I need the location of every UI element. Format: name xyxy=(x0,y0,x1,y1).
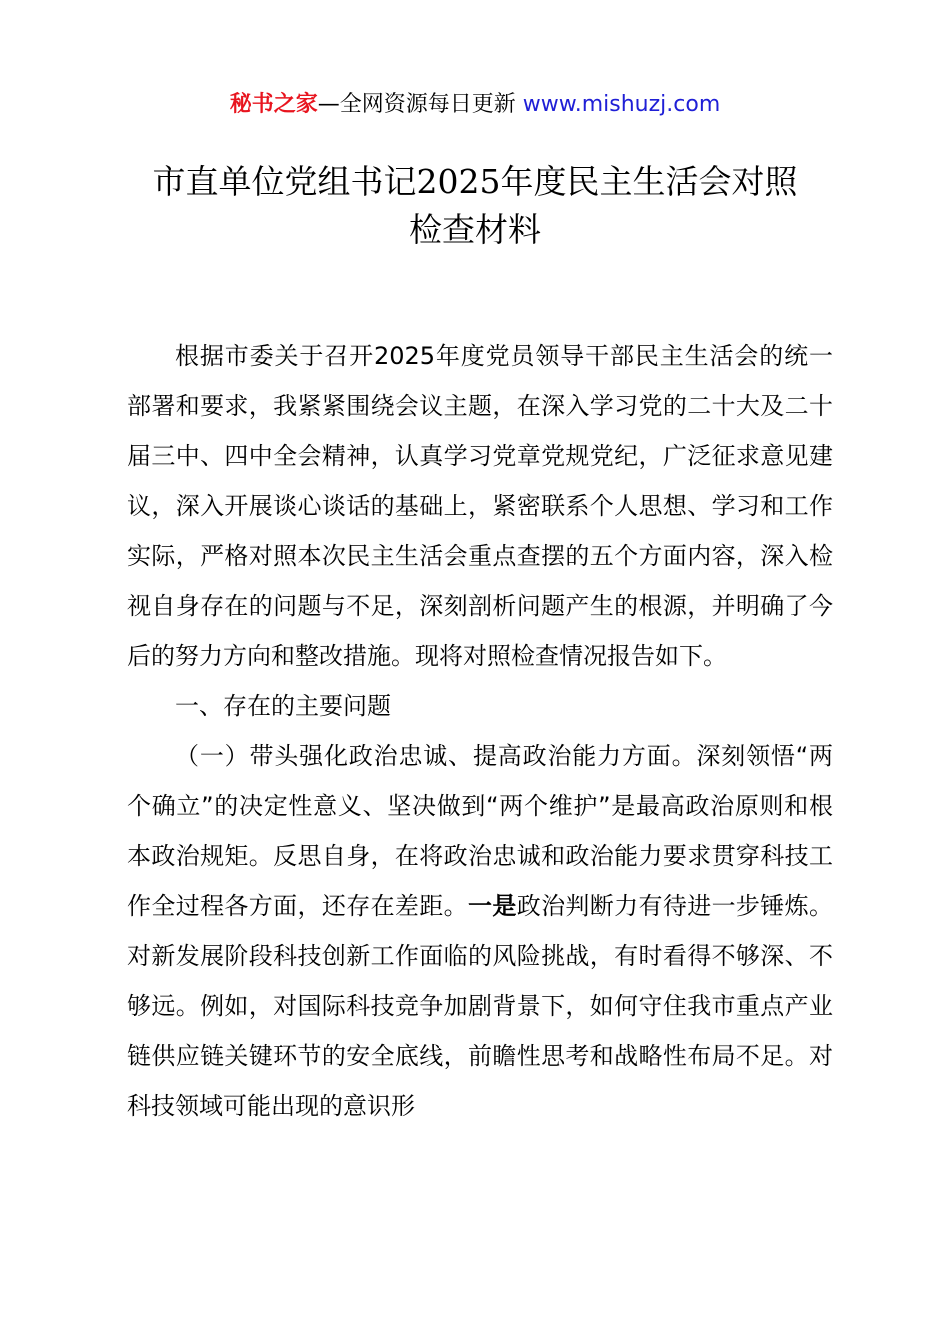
section-paragraph-text-b: 政治判断力有待进一步锤炼。对新发展阶段科技创新工作面临的风险挑战，有时看得不够深、不够远。例如，对国际科技竞争加剧背景下，如何守住我市重点产业链供应链关键环节的安全底线，前瞻性思考和战略性布局不足。对科技领域可能出现的意识形 xyxy=(127,892,834,1120)
bold-marker: 一是 xyxy=(468,892,517,920)
site-header xyxy=(0,88,950,122)
section-paragraph xyxy=(127,731,833,1131)
document-body xyxy=(127,331,833,1131)
header-slogan: —全网资源每日更新 xyxy=(317,92,523,117)
title-line-2: 检查材料 xyxy=(409,210,541,249)
document-title xyxy=(100,158,850,254)
title-line-1: 市直单位党组书记2025年度民主生活会对照 xyxy=(152,162,798,201)
section-paragraph-text-a: （一）带头强化政治忠诚、提高政治能力方面。深刻领悟“两个确立”的决定性意义、坚决做到“两个维护”是最高政治原则和根本政治规矩。反思自身，在将政治忠诚和政治能力要求贯穿科技工作全过程各方面，还存在差距。 xyxy=(127,742,833,920)
intro-paragraph: 根据市委关于召开2025年度党员领导干部民主生活会的统一部署和要求，我紧紧围绕会议主题，在深入学习党的二十大及二十届三中、四中全会精神，认真学习党章党规党纪，广泛征求意见建议，深入开展谈心谈话的基础上，紧密联系个人思想、学习和工作实际，严格对照本次民主生活会重点查摆的五个方面内容，深入检视自身存在的问题与不足，深刻剖析问题产生的根源，并明确了今后的努力方向和整改措施。现将对照检查情况报告如下。 xyxy=(127,342,833,670)
header-url-link[interactable]: www.mishuzj.com xyxy=(522,92,721,117)
header-brand: 秘书之家 xyxy=(229,92,318,117)
section-heading: 一、存在的主要问题 xyxy=(175,692,391,720)
